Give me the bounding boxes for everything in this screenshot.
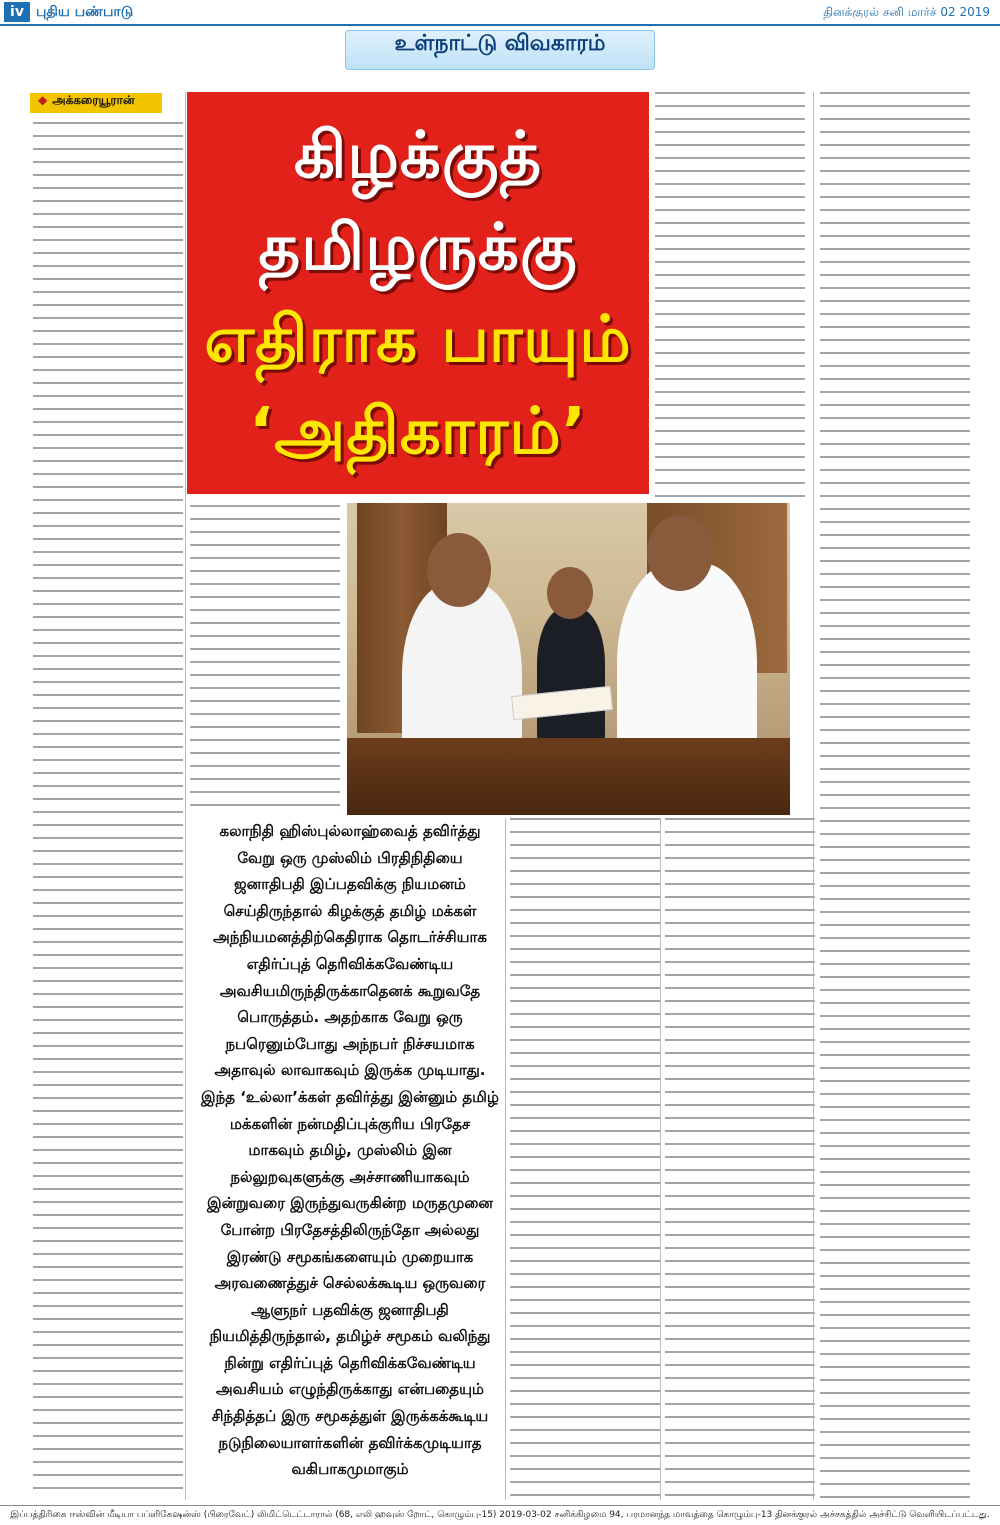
byline [30,93,162,113]
photo-person-center [537,608,605,748]
headline-line-4: ‘அதிகாரம்’ [248,395,588,469]
column-rule [185,92,186,1500]
section-name: புதிய பண்பாடு [36,4,134,20]
imprint-footer: இப்பத்திரிகை ஈஸ்வின் மீடியா பப்ளிகேஷன்ஸ் (பிரைவேட்) லிமிட்டெட்டாரால் (68, எலி ஹவுஸ் றோட், கொழும்பு-15) 2019-03-02 சனிக்கிழமை 94, பரமானந்த மாவத்தை கொழும்பு-13 தினக்குரல் அச்சகத்தில் அச்சிட்டு வெளியிடப்பட்டது. [0,1505,1000,1525]
headline-line-2: தமிழருக்கு [258,211,578,285]
photo-head-right [647,515,713,591]
diamond-icon: ◆ [38,93,48,107]
page-badge: iv [4,2,30,22]
headline-line-3: எதிராக பாயும் [204,303,632,377]
masthead [0,0,1000,26]
photo-head-center [547,567,593,619]
body-column-3 [510,818,660,1498]
body-column-2-top [190,505,340,813]
body-column-4-bottom [665,818,815,1498]
news-photo [347,503,790,815]
column-rule [660,818,661,1500]
column-rule [813,92,814,1500]
pull-quote: கலாநிதி ஹிஸ்புல்லாஹ்வைத் தவிர்த்து வேறு ஒரு முஸ்லிம் பிரதிநிதியை ஜனாதிபதி இப்பதவிக்கு நியமனம் செய்திருந்தால் கிழக்குத் தமிழ் மக்கள் அந்நியமனத்திற்கெதிராக தொடர்ச்சியாக எதிர்ப்புத் தெரிவிக்கவேண்டிய அவசியமிருந்திருக்காதெனக் கூறுவதே பொருத்தம். அதற்காக வேறு ஒரு நபரெனும்போது அந்நபர் நிச்சயமாக அதாவுல் லாவாகவும் இருக்க முடியாது. இந்த ‘உல்லா’க்கள் தவிர்த்து இன்னும் தமிழ் மக்களின் நன்மதிப்புக்குரிய பிரதேச மாகவும் தமிழ், முஸ்லிம் இன நல்லுறவுகளுக்கு அச்சாணியாகவும் இன்றுவரை இருந்துவருகின்ற மருதமுனை போன்ற பிரதேசத்திலிருந்தோ அல்லது இரண்டு சமூகங்களையும் முறையாக அரவணைத்துச் செல்லக்கூடிய ஒருவரை ஆளுநர் பதவிக்கு ஜனாதிபதி நியமித்திருந்தால், தமிழ்ச் சமூகம் வலிந்து நின்று எதிர்ப்புத் தெரிவிக்கவேண்டிய அவசியம் எழுந்திருக்காது என்பதையும் சிந்தித்தப் இரு சமூகத்துள் இருக்கக்கூடிய நடுநிலையாளர்களின் தவிர்க்கமுடியாத வகிபாகமுமாகும் [200,822,499,1479]
headline-block [187,92,649,494]
column-rule [505,818,506,1500]
dateline: தினக்குரல் சனி மார்ச் 02 2019 [823,5,990,19]
photo-table [347,738,790,815]
byline-author: அக்கரையூரான் [52,93,135,107]
body-column-1 [33,122,183,1500]
headline-line-1: கிழக்குத் [293,119,543,193]
body-column-4-top [655,92,805,497]
photo-head-left [427,533,491,607]
body-column-5 [820,92,970,1498]
section-banner: உள்நாட்டு விவகாரம் [345,30,655,70]
